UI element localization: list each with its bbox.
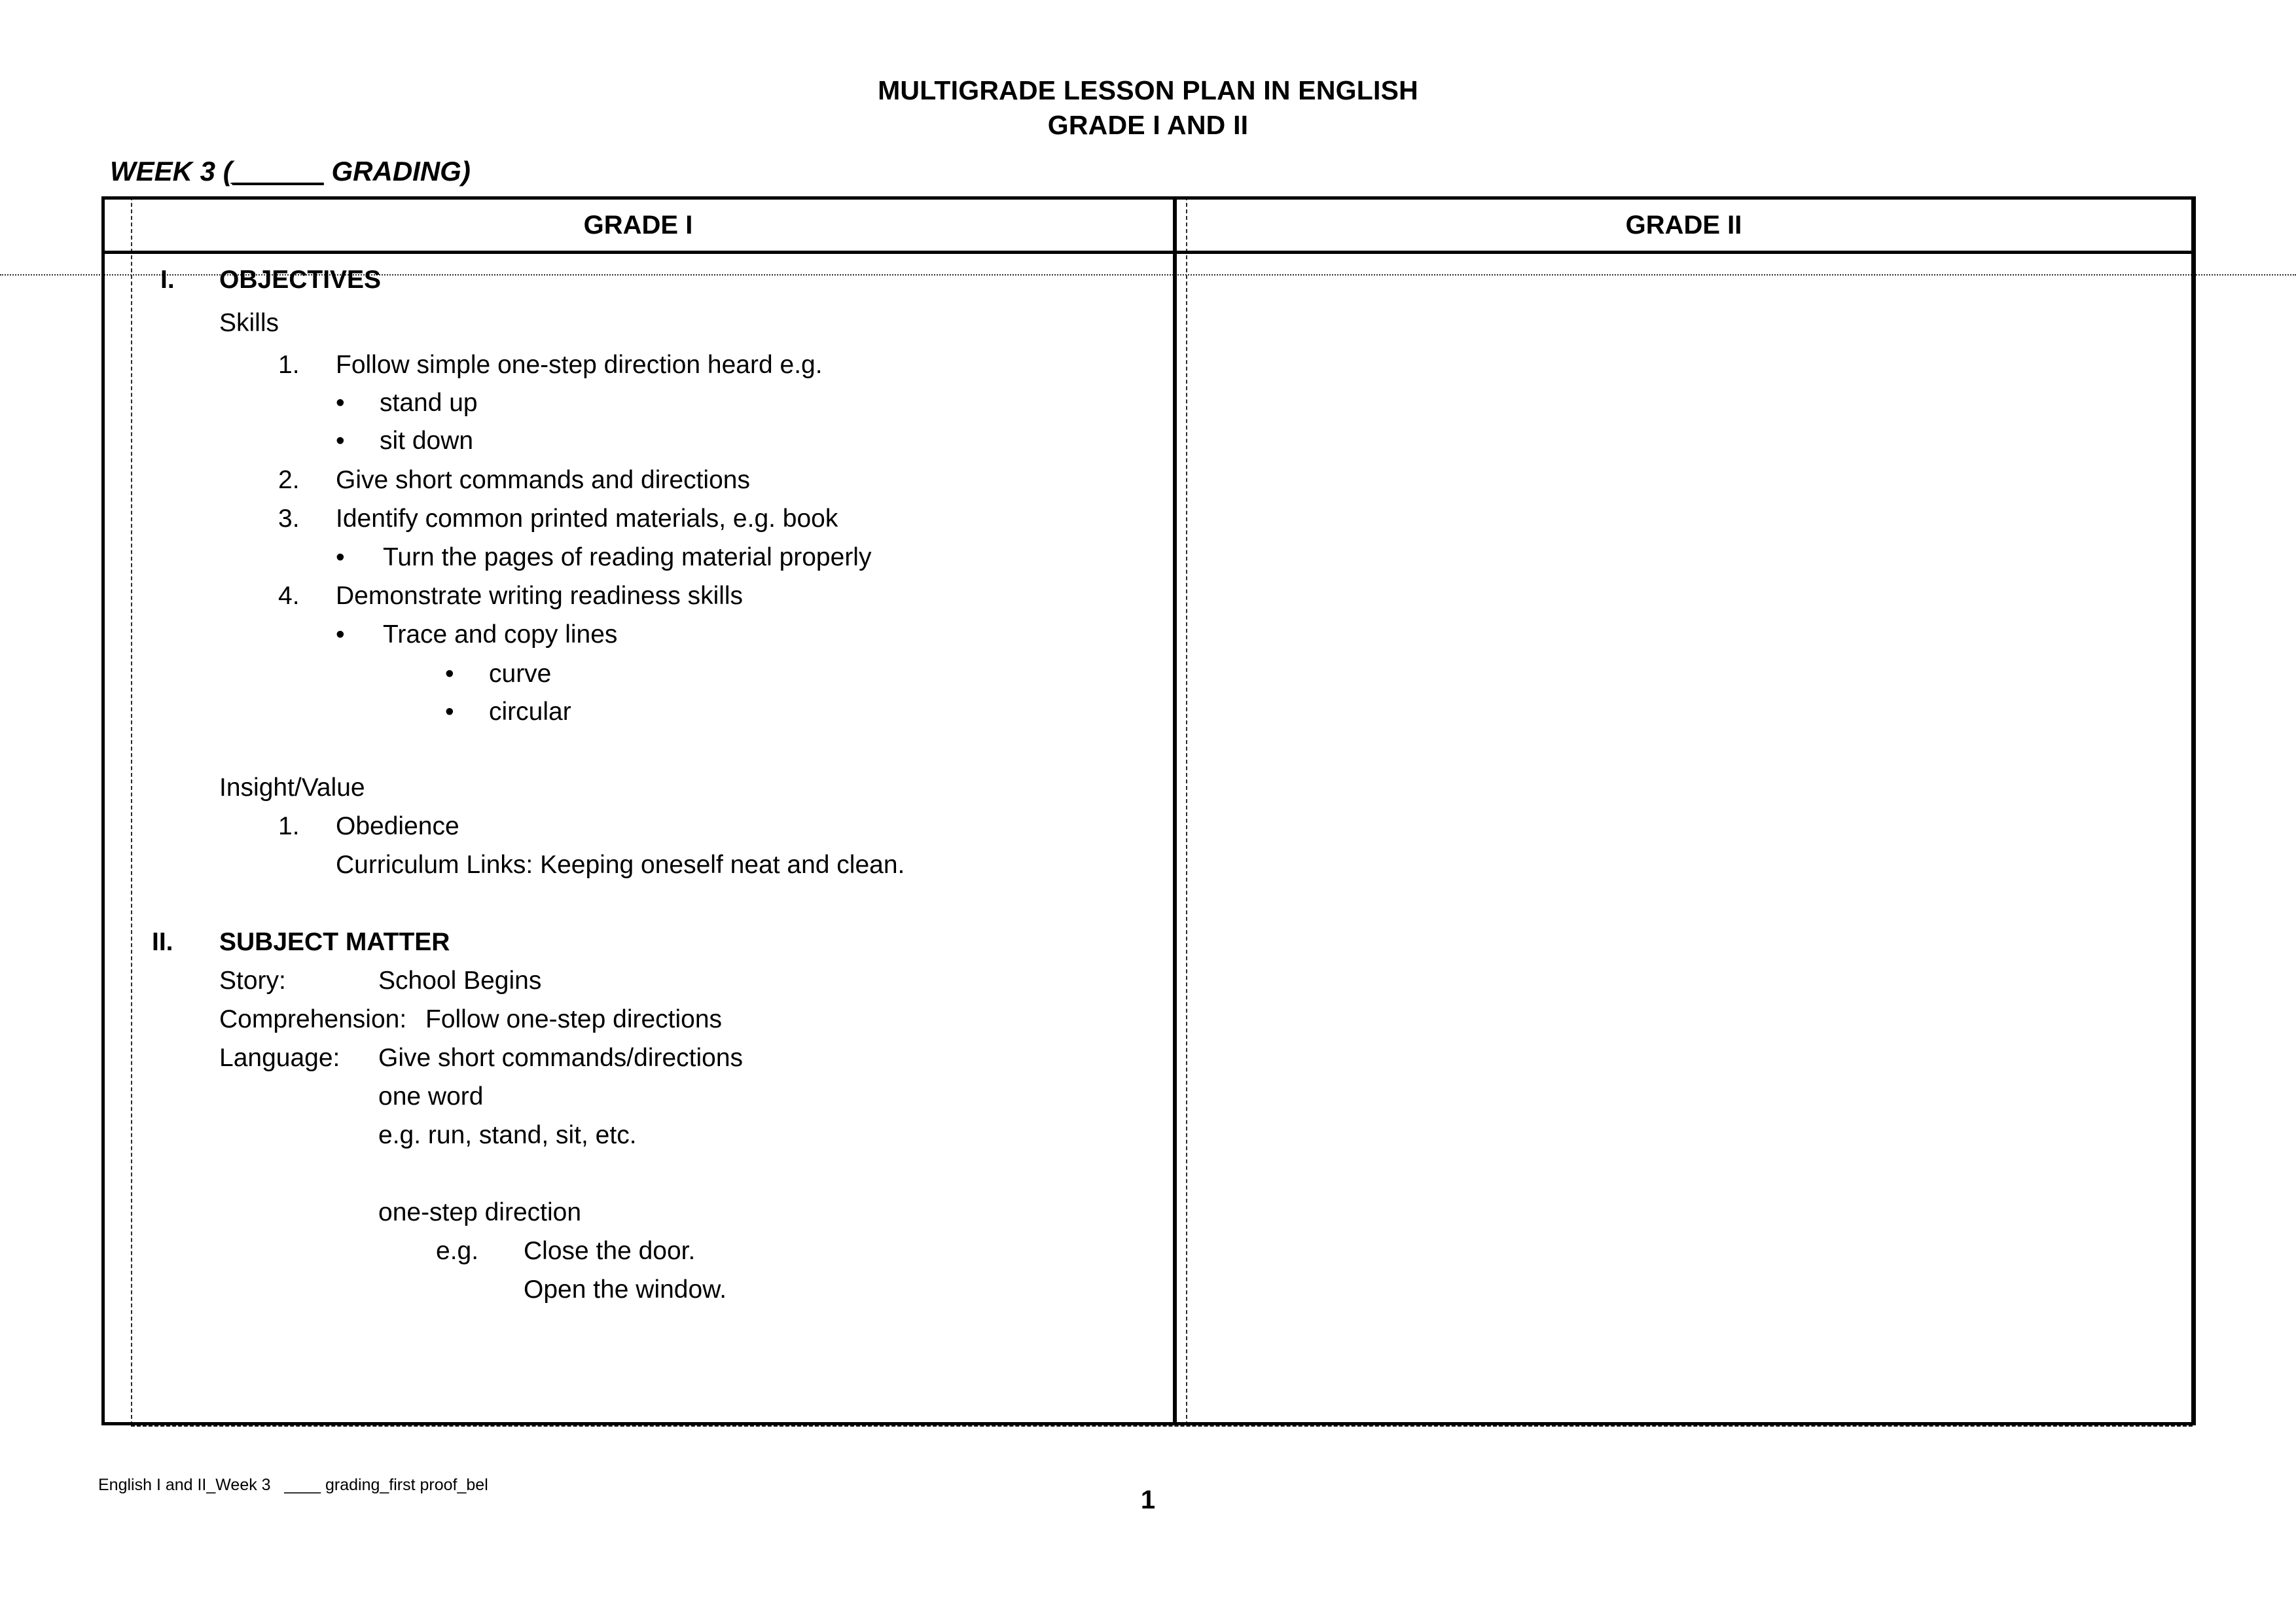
skill-1-sub-1-text: stand up: [380, 389, 478, 417]
skill-4-sub-1-text: Trace and copy lines: [383, 620, 618, 649]
bullet-icon: •: [445, 660, 454, 688]
language-sub-one-word: one word: [378, 1082, 484, 1111]
language-value: Give short commands/directions: [378, 1044, 744, 1072]
bullet-icon: •: [336, 389, 345, 417]
skill-3-text: Identify common printed materials, e.g. book: [336, 505, 838, 533]
column-header-grade-1: GRADE I: [583, 211, 693, 240]
grading-period-blank: ______: [232, 156, 324, 187]
objectives-numeral: I.: [160, 266, 175, 294]
page-title: [0, 73, 2296, 143]
comprehension-value: Follow one-step directions: [425, 1005, 723, 1033]
page-title-line2: GRADE I AND II: [1047, 110, 1249, 140]
week-suffix: GRADING): [323, 156, 471, 187]
week-grading-line: [110, 156, 471, 187]
language-example-words: e.g. run, stand, sit, etc.: [378, 1121, 637, 1149]
column-header-grade-2: GRADE II: [1625, 211, 1742, 240]
bullet-icon: •: [336, 427, 345, 455]
page-title-line1: MULTIGRADE LESSON PLAN IN ENGLISH: [878, 75, 1418, 105]
insight-value-label: Insight/Value: [219, 774, 365, 802]
lesson-plan-table: [101, 196, 2196, 1425]
skill-1-number: 1.: [278, 351, 300, 379]
curriculum-links-text: Curriculum Links: Keeping oneself neat and clean.: [336, 851, 905, 879]
skill-1-sub-2-text: sit down: [380, 427, 474, 455]
comprehension-label: Comprehension:: [219, 1005, 407, 1033]
language-example-label: e.g.: [436, 1237, 479, 1265]
skill-2-text: Give short commands and directions: [336, 466, 750, 494]
skill-4-number: 4.: [278, 582, 300, 610]
grade-2-cell: [1177, 254, 2191, 1422]
bullet-icon: •: [336, 620, 345, 649]
language-sub-one-step-direction: one-step direction: [378, 1198, 582, 1226]
subject-matter-numeral: II.: [152, 928, 173, 956]
skill-2-number: 2.: [278, 466, 300, 494]
skill-4-text: Demonstrate writing readiness skills: [336, 582, 744, 610]
language-label: Language:: [219, 1044, 340, 1072]
table-header-row: [105, 200, 2191, 254]
subject-matter-heading: SUBJECT MATTER: [219, 928, 450, 956]
week-prefix: WEEK 3 (: [110, 156, 232, 187]
insight-item-number: 1.: [278, 812, 300, 840]
objectives-heading: OBJECTIVES: [219, 266, 382, 294]
insight-item-text: Obedience: [336, 812, 459, 840]
footer-file-note: English I and II_Week 3 ____ grading_first proof_bel: [98, 1476, 488, 1494]
language-example-open-window: Open the window.: [524, 1275, 727, 1304]
bullet-icon: •: [445, 698, 454, 726]
skill-4-sub-1-b-text: circular: [489, 698, 571, 726]
page-number: 1: [1140, 1486, 1156, 1514]
skills-label: Skills: [219, 309, 279, 337]
bullet-icon: •: [336, 543, 345, 571]
skill-4-sub-1-a-text: curve: [489, 660, 552, 688]
grade-1-cell: [105, 254, 1172, 1422]
story-label: Story:: [219, 967, 286, 995]
skill-1-text: Follow simple one-step direction heard e.g.: [336, 351, 823, 379]
skill-3-number: 3.: [278, 505, 300, 533]
story-value: School Begins: [378, 967, 542, 995]
skill-3-sub-1-text: Turn the pages of reading material properly: [383, 543, 872, 571]
language-example-close-door: Close the door.: [524, 1237, 696, 1265]
